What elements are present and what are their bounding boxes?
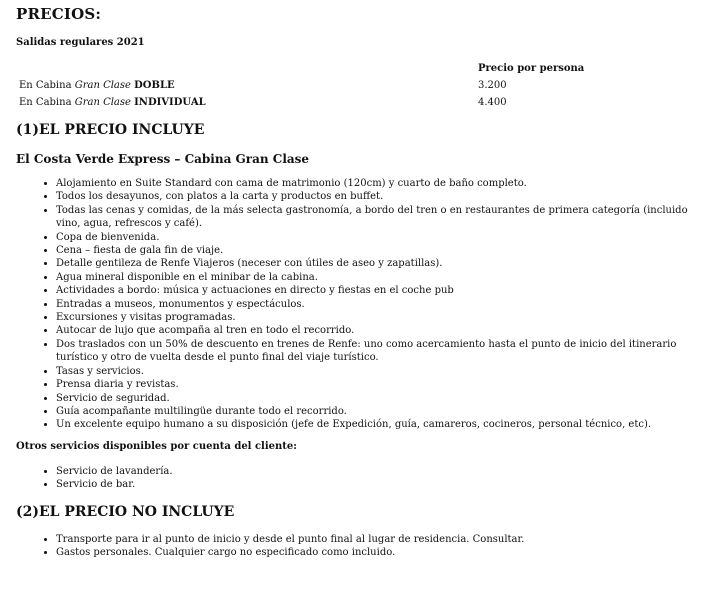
list-item: • Alojamiento en Suite Standard con cama de matrimonio (120cm) y cuarto de baño completo. bbox=[56, 177, 706, 190]
list-item: • Servicio de seguridad. bbox=[56, 392, 706, 405]
includes-subheading: El Costa Verde Express – Cabina Gran Clase bbox=[16, 152, 310, 166]
list-item: • Actividades a bordo: música y actuaciones en directo y fiestas en el coche pub bbox=[56, 284, 706, 297]
list-item: • Dos traslados con un 50% de descuento en trenes de Renfe: uno como acercamiento hasta el punto de inicio del itinerario turístico y otro de vuelta desde el punto final del viaje turístico. bbox=[56, 338, 706, 365]
price-table-header-row bbox=[16, 60, 584, 77]
price-table bbox=[16, 60, 584, 111]
cabin-type: En Cabina Gran Clase INDIVIDUAL bbox=[19, 97, 206, 108]
list-item: • Cena – fiesta de gala fin de viaje. bbox=[56, 244, 706, 257]
list-item: • Copa de bienvenida. bbox=[56, 231, 706, 244]
list-item: • Servicio de bar. bbox=[56, 478, 706, 491]
other-services-heading: Otros servicios disponibles por cuenta del cliente: bbox=[16, 441, 297, 452]
price-column-header: Precio por persona bbox=[478, 63, 585, 74]
list-item: • Gastos personales. Cualquier cargo no especificado como incluido. bbox=[56, 546, 706, 559]
list-item: • Servicio de lavandería. bbox=[56, 465, 706, 478]
price-value: 4.400 bbox=[478, 97, 507, 108]
list-item: • Autocar de lujo que acompaña al tren en todo el recorrido. bbox=[56, 324, 706, 337]
list-item: • Prensa diaria y revistas. bbox=[56, 378, 706, 391]
list-item: • Un excelente equipo humano a su disposición (jefe de Expedición, guía, camareros, cocineros, personal técnico, etc). bbox=[56, 418, 706, 431]
page-title: PRECIOS: bbox=[16, 5, 102, 23]
cabin-type: En Cabina Gran Clase DOBLE bbox=[19, 80, 175, 91]
excludes-list bbox=[16, 533, 706, 560]
price-row bbox=[16, 94, 584, 111]
price-row bbox=[16, 77, 584, 94]
list-item: • Transporte para ir al punto de inicio y desde el punto final al lugar de residencia. Consultar. bbox=[56, 533, 706, 546]
list-item: • Guía acompañante multilingüe durante todo el recorrido. bbox=[56, 405, 706, 418]
list-item: • Tasas y servicios. bbox=[56, 365, 706, 378]
other-services-list bbox=[16, 465, 706, 492]
list-item: • Todas las cenas y comidas, de la más selecta gastronomía, a bordo del tren o en restaurantes de primera categoría (incluido vino, agua, refrescos y café). bbox=[56, 204, 706, 231]
list-item: • Todos los desayunos, con platos a la carta y productos en buffet. bbox=[56, 190, 706, 203]
departures-subtitle: Salidas regulares 2021 bbox=[16, 37, 145, 48]
list-item: • Agua mineral disponible en el minibar de la cabina. bbox=[56, 271, 706, 284]
excludes-heading: (2)EL PRECIO NO INCLUYE bbox=[16, 504, 235, 520]
price-value: 3.200 bbox=[478, 80, 507, 91]
includes-list bbox=[16, 177, 706, 432]
list-item: • Excursiones y visitas programadas. bbox=[56, 311, 706, 324]
list-item: • Detalle gentileza de Renfe Viajeros (neceser con útiles de aseo y zapatillas). bbox=[56, 257, 706, 270]
list-item: • Entradas a museos, monumentos y espectáculos. bbox=[56, 298, 706, 311]
includes-heading: (1)EL PRECIO INCLUYE bbox=[16, 122, 205, 138]
